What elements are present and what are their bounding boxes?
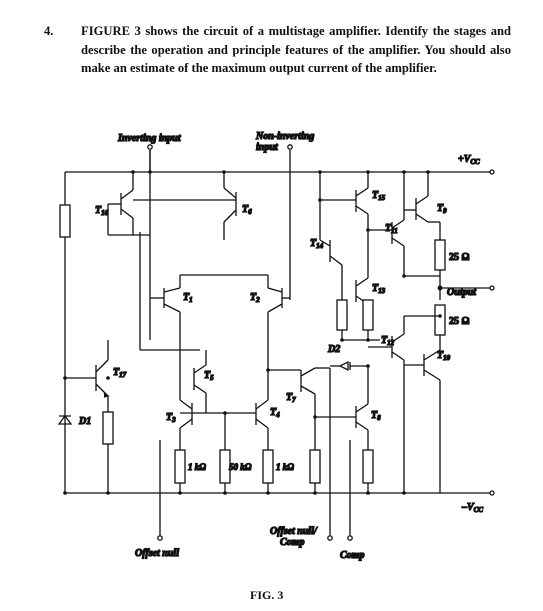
label-t12: $T_{12}$ bbox=[381, 335, 395, 347]
label-vcc-pos: $+V_{CC}$ bbox=[458, 154, 480, 166]
transistor-t14 bbox=[320, 240, 342, 265]
transistor-t17 bbox=[96, 360, 108, 397]
label-offset-null-comp-1: Offset null/ bbox=[270, 526, 317, 537]
transistor-t9 bbox=[416, 196, 428, 222]
label-t10: $T_{10}$ bbox=[437, 350, 451, 362]
label-t11: $T_{11}$ bbox=[385, 223, 398, 235]
label-t1: $T_1$ bbox=[183, 292, 193, 304]
label-offset-null-comp-2: Comp bbox=[280, 537, 305, 548]
resistor-25-top bbox=[435, 240, 445, 270]
transistor-t16 bbox=[121, 190, 133, 218]
label-t9: $T_9$ bbox=[437, 203, 447, 215]
label-t14: $T_{14}$ bbox=[310, 238, 324, 250]
resistor-t17-emitter bbox=[103, 412, 113, 444]
label-d1: D1 bbox=[79, 416, 92, 427]
question-text: FIGURE 3 shows the circuit of a multistage amplifier. Identify the stages and describe the operation and principle features of the amplifier. You should also make an estimate of the maximum output current of the amplifier. bbox=[81, 24, 511, 75]
label-d2: D2 bbox=[328, 344, 341, 355]
figure-caption: FIG. 3 bbox=[250, 588, 284, 602]
transistor-t15 bbox=[356, 188, 368, 214]
label-t7: $T_7$ bbox=[286, 392, 296, 404]
resistor-t8 bbox=[363, 450, 373, 483]
label-output: Output bbox=[447, 287, 476, 298]
label-t5: $T_5$ bbox=[204, 370, 214, 382]
transistor-t12 bbox=[392, 334, 404, 360]
label-offset-null: Offset null bbox=[135, 548, 179, 559]
label-r1k-right: 1 kΩ bbox=[276, 462, 294, 472]
resistor-left-top bbox=[60, 205, 70, 237]
label-t6: $T_6$ bbox=[242, 204, 252, 216]
resistor-t7 bbox=[310, 450, 320, 483]
transistor-t2 bbox=[268, 288, 282, 312]
transistor-t3 bbox=[180, 400, 192, 428]
resistor-25-bottom bbox=[435, 305, 445, 335]
transistor-t4 bbox=[256, 400, 268, 428]
question-number: 4. bbox=[44, 24, 54, 38]
label-t8: $T_8$ bbox=[371, 410, 381, 422]
label-comp: Comp bbox=[340, 550, 365, 561]
resistor-t13-right bbox=[363, 300, 373, 330]
label-inverting-input: Inverting input bbox=[118, 133, 181, 144]
resistor-t13-left bbox=[337, 300, 347, 330]
label-r50k: 50 kΩ bbox=[229, 462, 252, 472]
label-t16: $T_{16}$ bbox=[95, 205, 109, 217]
label-t3: $T_3$ bbox=[166, 412, 176, 424]
label-t13: $T_{13}$ bbox=[372, 283, 386, 295]
label-r25-bottom: 25 Ω bbox=[449, 316, 470, 327]
label-t4: $T_4$ bbox=[270, 407, 280, 419]
resistor-1k-left bbox=[175, 450, 185, 483]
label-noninverting-1: Non-inverting bbox=[256, 131, 315, 142]
label-r1k-left: 1 kΩ bbox=[188, 462, 206, 472]
diode-d2 bbox=[340, 362, 350, 370]
resistor-1k-right bbox=[263, 450, 273, 483]
label-noninverting-2: input bbox=[256, 142, 278, 153]
label-t17: $T_{17}$ bbox=[113, 367, 127, 379]
label-vcc-neg: $-V_{CC}$ bbox=[462, 502, 484, 514]
transistor-t7 bbox=[301, 368, 315, 394]
transistor-t6 bbox=[224, 188, 236, 222]
transistor-t1 bbox=[164, 288, 180, 312]
label-r25-top: 25 Ω bbox=[449, 252, 470, 263]
transistor-t8 bbox=[356, 404, 368, 430]
label-t2: $T_2$ bbox=[250, 292, 260, 304]
label-t15: $T_{15}$ bbox=[372, 190, 386, 202]
